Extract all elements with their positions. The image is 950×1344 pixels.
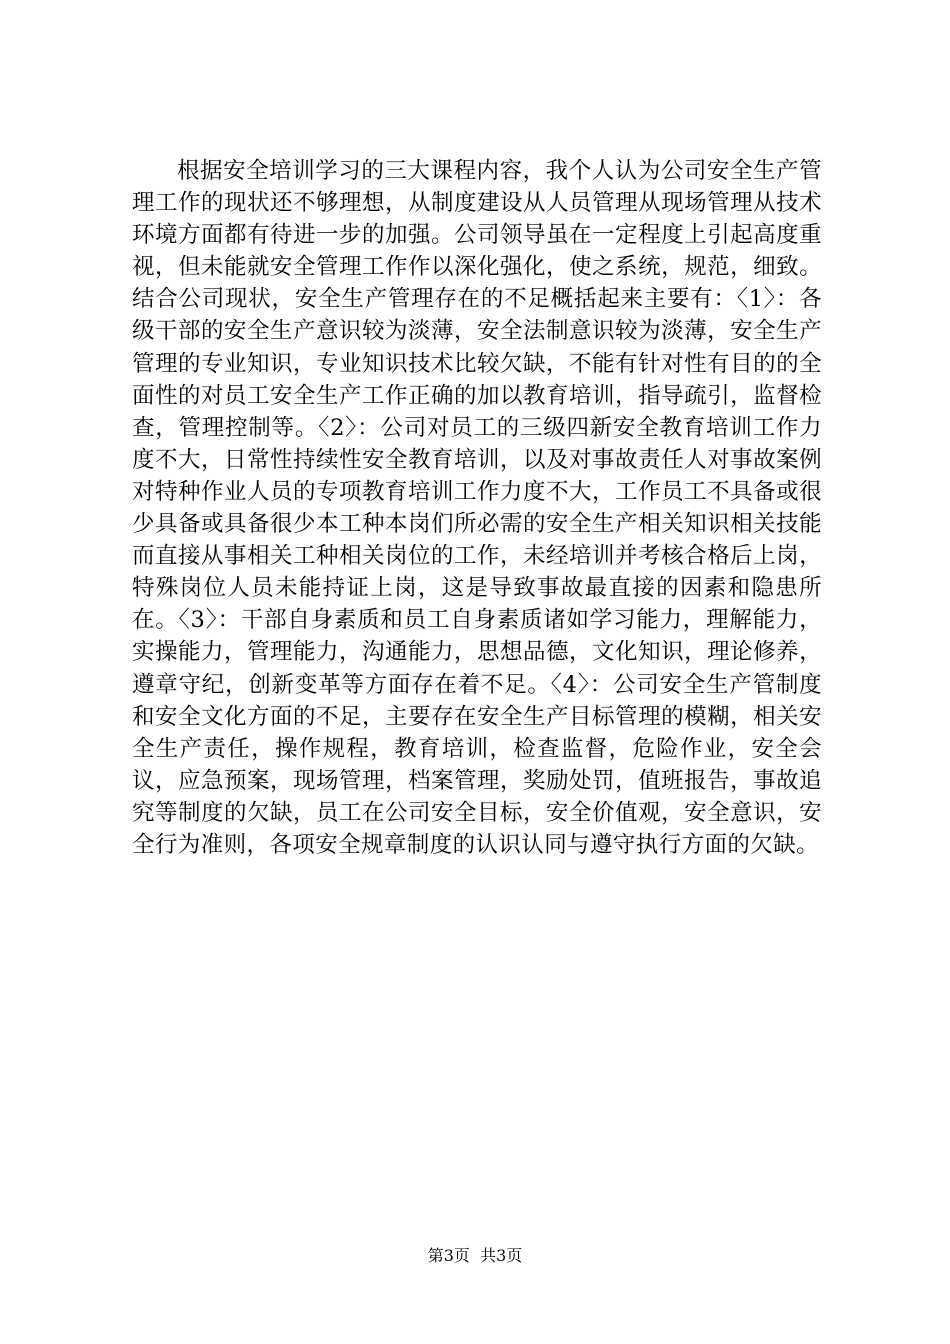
page-number-footer: 第3页 共3页 <box>427 1246 523 1265</box>
body-paragraph: 根据安全培训学习的三大课程内容，我个人认为公司安全生产管理工作的现状还不够理想，从制度建设从人员管理从现场管理从技术环境方面都有待进一步的加强。公司领导虽在一定程度上引起高度重视，但未能就安全管理工作作以深化强化，使之系统，规范，细致。结合公司现状，安全生产管理存在的不足概括起来主要有：〈1〉：各级干部的安全生产意识较为淡薄，安全法制意识较为淡薄，安全生产管理的专业知识，专业知识技术比较欠缺，不能有针对性有目的的全面性的对员工安全生产工作正确的加以教育培训，指导疏引，监督检查，管理控制等。〈2〉：公司对员工的三级四新安全教育培训工作力度不大，日常性持续性安全教育培训，以及对事故责任人对事故案例对特种作业人员的专项教育培训工作力度不大，工作员工不具备或很少具备或具备很少本工种本岗们所必需的安全生产相关知识相关技能而直接从事相关工种相关岗位的工作，未经培训并考核合格后上岗，特殊岗位人员未能持证上岗，这是导致事故最直接的因素和隐患所在。〈3〉：干部自身素质和员工自身素质诸如学习能力，理解能力，实操能力，管理能力，沟通能力，思想品德，文化知识，理论修养，遵章守纪，创新变革等方面存在着不足。〈4〉：公司安全生产管制度和安全文化方面的不足，主要存在安全生产目标管理的模糊，相关安全生产责任，操作规程，教育培训，检查监督，危险作业，安全会议，应急预案，现场管理，档案管理，奖励处罚，值班报告，事故追究等制度的欠缺，员工在公司安全目标，安全价值观，安全意识，安全行为准则，各项安全规章制度的认识认同与遵守执行方面的欠缺。 <box>132 158 822 858</box>
